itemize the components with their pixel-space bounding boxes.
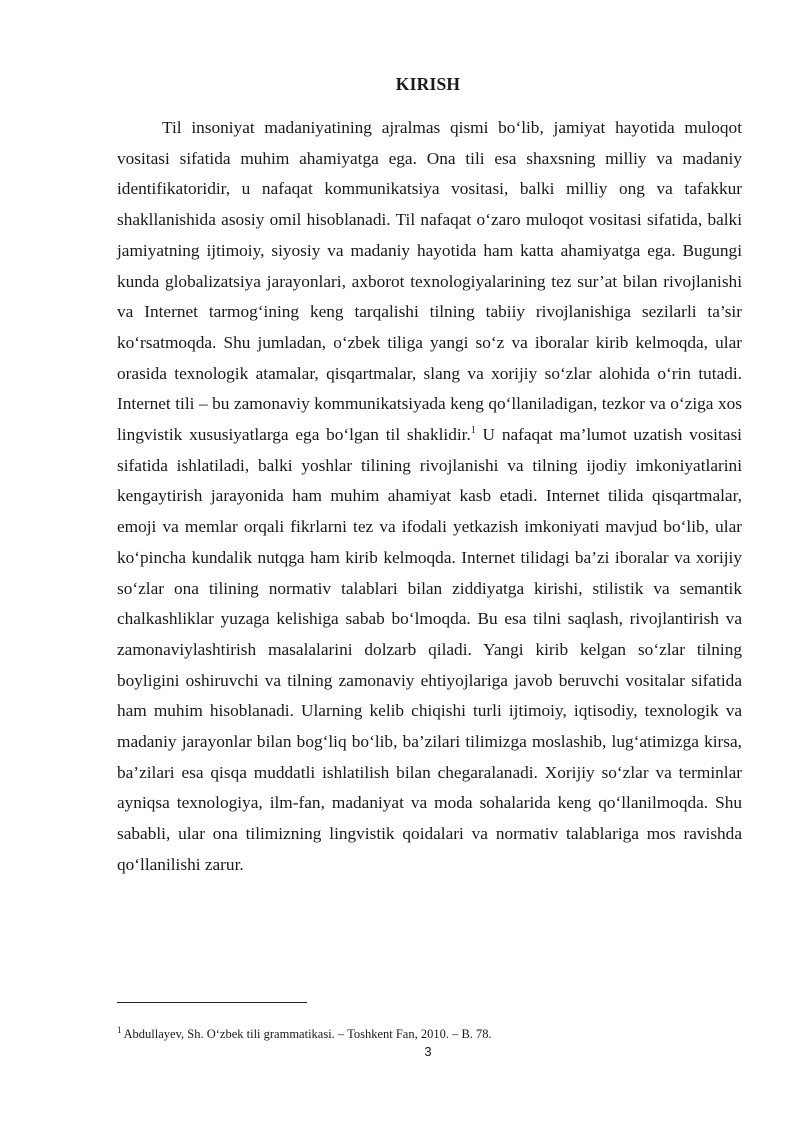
- body-text: [117, 113, 742, 881]
- paragraph-text-part2: U nafaqat ma’lumot uzatish vositasi sifatida ishlatiladi, balki yoshlar tilining rivojlanishi va tilning ijodiy imkoniyatlarini kengaytirish jarayonida ham muhim ahamiyat kasb etadi. Internet tilida qisqartmalar, emoji va memlar orqali fikrlarni tez va ifodali yetkazish imkoniyati mavjud bo‘lib, ular ko‘pincha kundalik nutqga ham kirib kelmoqda. Internet tilidagi ba’zi iboralar va xorijiy so‘zlar ona tilining normativ talablari bilan ziddiyatga kirishi, stilistik va semantik chalkashliklar yuzaga kelishiga sabab bo‘lmoqda. Bu esa tilni saqlash, rivojlantirish va zamonaviylashtirish masalalarini dolzarb qiladi. Yangi kirib kelgan so‘zlar tilning boyligini oshiruvchi va tilning zamonaviy ehtiyojlariga javob beruvchi vositalar sifatida ham muhim hisoblanadi. Ularning kelib chiqishi turli ijtimoiy, iqtisodiy, texnologik va madaniy jarayonlar bilan bog‘liq bo‘lib, ba’zilari tilimizga moslashib, lug‘atimizga kirsa, ba’zilari esa qisqa muddatli ishlatilish bilan chegaralanadi. Xorijiy so‘zlar va terminlar ayniqsa texnologiya, ilm-fan, madaniyat va moda sohalarida keng qo‘llanilmoqda. Shu sababli, ular ona tilimizning lingvistik qoidalari va normativ talablariga mos ravishda qo‘llanilishi zarur.: [117, 425, 742, 874]
- footnote-number: 1: [117, 1024, 122, 1035]
- paragraph-text-part1: Til insoniyat madaniyatining ajralmas qismi bo‘lib, jamiyat hayotida muloqot vositasi sifatida muhim ahamiyatga ega. Ona tili esa shaxsning milliy va madaniy identifikatoridir, u nafaqat kommunikatsiya vositasi, balki milliy ong va tafakkur shakllanishida asosiy omil hisoblanadi. Til nafaqat o‘zaro muloqot vositasi sifatida, balki jamiyatning ijtimoiy, siyosiy va madaniy hayotida ham katta ahamiyatga ega. Bugungi kunda globalizatsiya jarayonlari, axborot texnologiyalarining tez sur’at bilan rivojlanishi va Internet tarmog‘ining keng tarqalishi tilning tabiiy rivojlanishiga sezilarli ta’sir ko‘rsatmoqda. Shu jumladan, o‘zbek tiliga yangi so‘z va iboralar kirib kelmoqda, ular orasida texnologik atamalar, qisqartmalar, slang va xorijiy so‘zlar alohida o‘rin tutadi. Internet tili – bu zamonaviy kommunikatsiyada keng qo‘llaniladigan, tezkor va o‘ziga xos lingvistik xususiyatlarga ega bo‘lgan til shaklidir.: [117, 118, 742, 445]
- section-heading: KIRISH: [395, 74, 461, 94]
- footnote-reference[interactable]: 1: [470, 425, 476, 437]
- footnote-text: Abdullayev, Sh. O‘zbek tili grammatikasi. – Toshkent Fan, 2010. – B. 78.: [123, 1027, 492, 1041]
- footnote-separator: [117, 1002, 307, 1003]
- page-number: 3: [424, 1044, 432, 1059]
- body-paragraph: [117, 113, 742, 881]
- footnote: [117, 1024, 492, 1042]
